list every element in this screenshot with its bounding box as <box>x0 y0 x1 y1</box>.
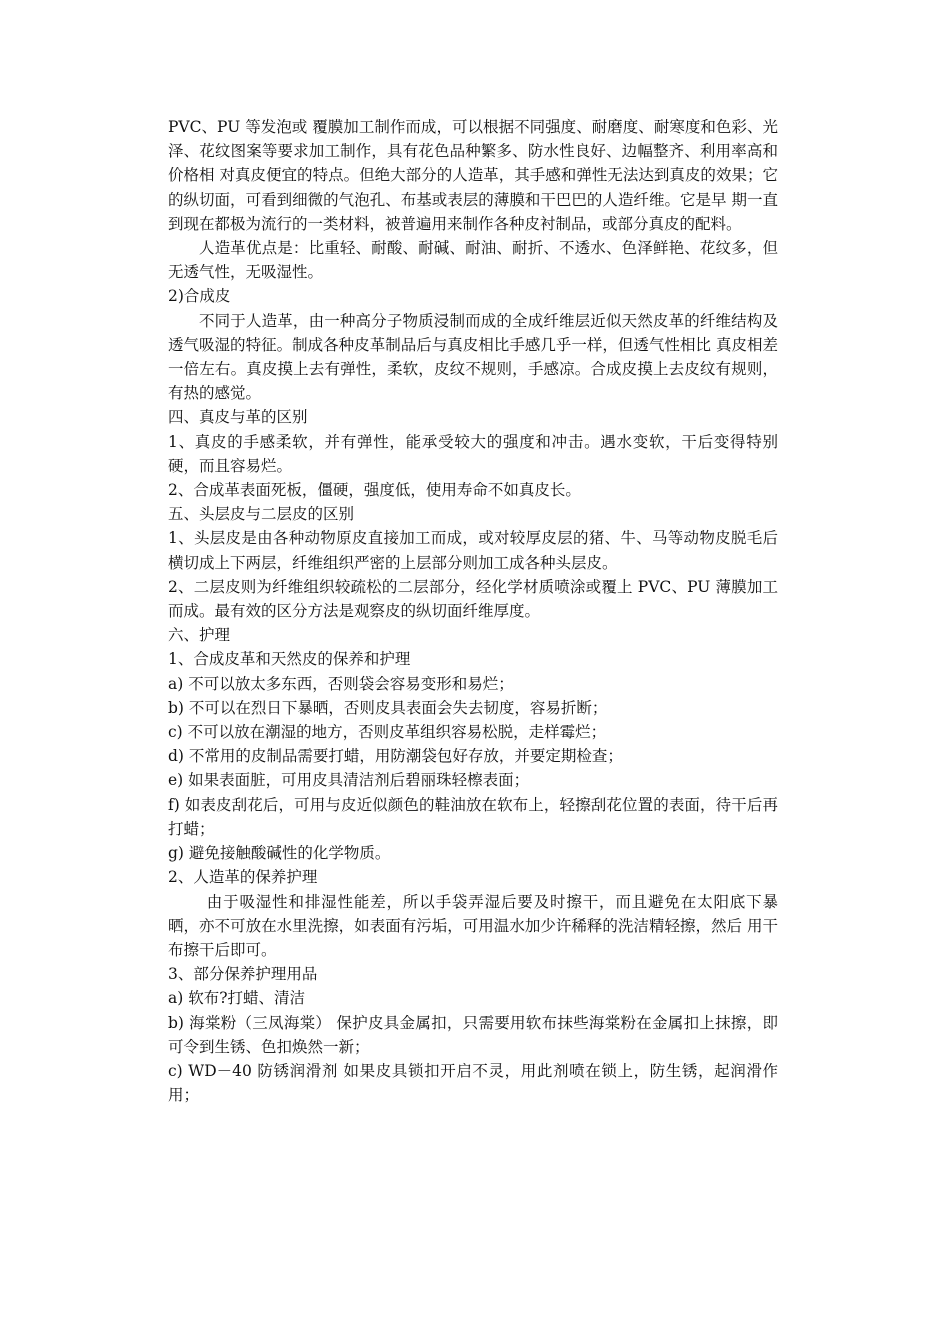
list-item-f: f) 如表皮刮花后，可用与皮近似颜色的鞋油放在软布上，轻擦刮花位置的表面，待干后再打蜡； <box>168 795 778 838</box>
document-page <box>168 115 778 1107</box>
paragraph-artificial-leather-intro: PVC、PU 等发泡或 覆膜加工制作而成，可以根据不同强度、耐磨度、耐寒度和色彩、光泽、花纹图案等要求加工制作，具有花色品种繁多、防水性良好、边幅整齐、利用率高和价格相 对真皮便宜的特点。但绝大部分的人造革，其手感和弹性无法达到真皮的效果；它的纵切面，可看到细微的气泡孔、布基或表层的薄膜和干巴巴的人造纤维。它是早 期一直到现在都极为流行的一类材料，被普遍用来制作各种皮衬制品，或部分真皮的配料。 <box>168 118 778 233</box>
list-item-g: g) 避免接触酸碱性的化学物质。 <box>168 844 391 863</box>
paragraph-split-leather: 2、二层皮则为纤维组织较疏松的二层部分，经化学材质喷涂或覆上 PVC、PU 薄膜加工而成。最有效的区分方法是观察皮的纵切面纤维厚度。 <box>168 577 778 621</box>
paragraph-artificial-leather-advantages: 人造革优点是：比重轻、耐酸、耐碱、耐油、耐折、不透水、色泽鲜艳、花纹多，但无透气性，无吸湿性。 <box>168 239 778 282</box>
product-item-a: a) 软布?打蜡、清洁 <box>168 989 306 1008</box>
paragraph-synthetic-surface: 2、合成革表面死板，僵硬，强度低，使用寿命不如真皮长。 <box>168 481 581 500</box>
heading-section-five: 五、头层皮与二层皮的区别 <box>168 505 355 524</box>
paragraph-genuine-leather-feel: 1、真皮的手感柔软，并有弹性，能承受较大的强度和冲击。遇水变软，干后变得特别硬，而且容易烂。 <box>168 432 778 475</box>
heading-section-six: 六、护理 <box>168 626 231 645</box>
heading-care-artificial: 2、人造革的保养护理 <box>168 868 318 887</box>
list-item-b: b) 不可以在烈日下暴晒，否则皮具表面会失去韧度，容易折断； <box>168 698 608 717</box>
list-item-d: d) 不常用的皮制品需要打蜡，用防潮袋包好存放，并要定期检查； <box>168 747 623 766</box>
paragraph-synthetic-leather: 不同于人造革，由一种高分子物质浸制而成的全成纤维层近似天然皮革的纤维结构及透气吸湿的特征。制成各种皮革制品后与真皮相比手感几乎一样，但透气性相比 真皮相差一倍左右。真皮摸上去有弹性，柔软，皮纹不规则，手感凉。合成皮摸上去皮纹有规则，有热的感觉。 <box>168 311 778 403</box>
list-item-a: a) 不可以放太多东西，否则袋会容易变形和易烂； <box>168 674 514 693</box>
heading-synthetic-leather: 2)合成皮 <box>168 287 231 306</box>
list-item-e: e) 如果表面脏，可用皮具清洁剂后碧丽珠轻檫表面； <box>168 771 530 790</box>
list-item-c: c) 不可以放在潮湿的地方，否则皮革组织容易松脱，走样霉烂； <box>168 723 607 742</box>
heading-care-natural: 1、合成皮革和天然皮的保养和护理 <box>168 650 411 669</box>
heading-section-four: 四、真皮与革的区别 <box>168 408 308 427</box>
paragraph-artificial-care: 由于吸湿性和排湿性能差，所以手袋弄湿后要及时擦干，而且避免在太阳底下暴晒，亦不可放在水里洗擦，如表面有污垢，可用温水加少许稀释的洗洁精轻擦，然后 用干布擦干后即可。 <box>168 892 778 959</box>
heading-care-products: 3、部分保养护理用品 <box>168 965 318 984</box>
product-item-c: c) WD－40 防锈润滑剂 如果皮具锁扣开启不灵，用此剂喷在锁上，防生锈，起润滑作用； <box>168 1061 778 1105</box>
paragraph-top-grain: 1、头层皮是由各种动物原皮直接加工而成，或对较厚皮层的猪、牛、马等动物皮脱毛后横切成上下两层，纤维组织严密的上层部分则加工成各种头层皮。 <box>168 529 778 572</box>
product-item-b: b) 海棠粉（三凤海棠） 保护皮具金属扣，只需要用软布抹些海棠粉在金属扣上抹擦，即可令到生锈、色扣焕然一新； <box>168 1013 778 1056</box>
